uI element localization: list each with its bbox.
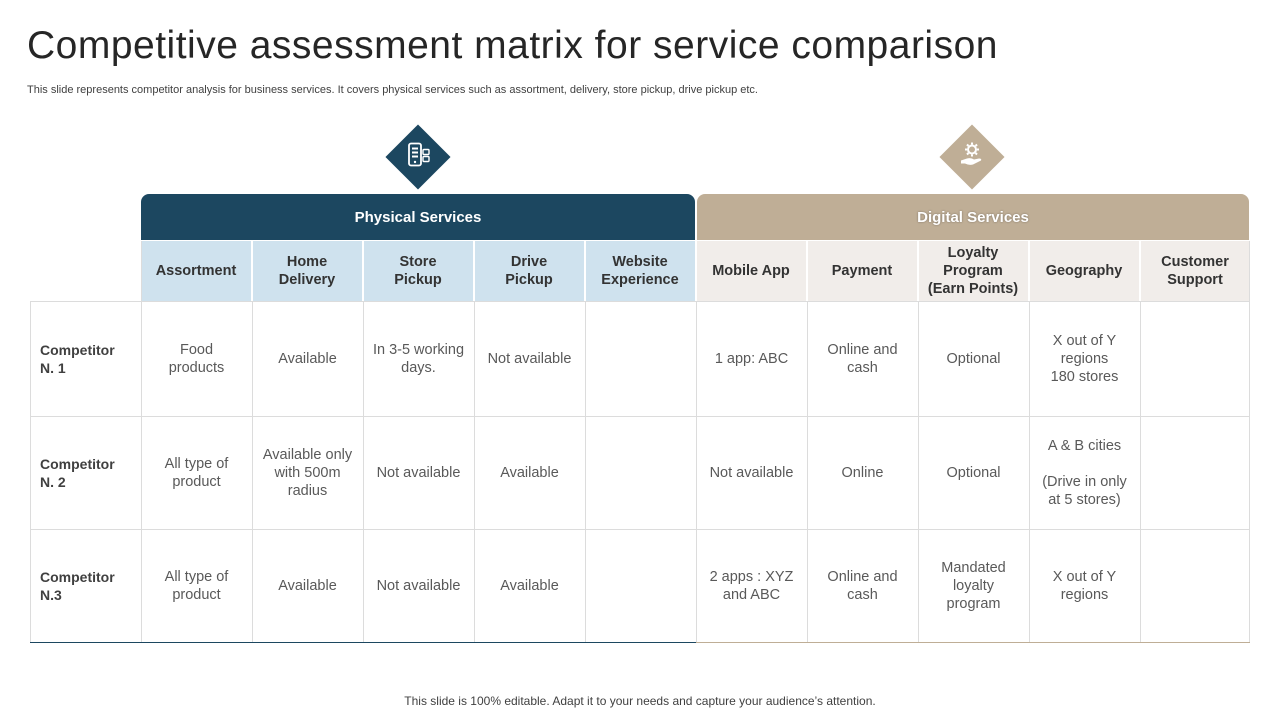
grid-line — [1140, 241, 1141, 301]
cell-c1-drive-pickup: Not available — [487, 351, 572, 367]
hand-gear-icon — [957, 140, 987, 175]
cell-c2-home-delivery: Available only with 500m radius — [262, 447, 353, 499]
column-header-drive-pickup: Drive Pickup — [474, 241, 584, 301]
column-header-customer-support: Customer Support — [1140, 241, 1250, 301]
grid-line — [363, 241, 364, 301]
cell-c2-geography: A & B cities (Drive in only at 5 stores) — [1042, 438, 1127, 508]
grid-line — [696, 241, 697, 301]
column-header-website-experience: Website Experience — [585, 241, 695, 301]
cell-c3-geography: X out of Y regions — [1052, 569, 1117, 603]
cell-c1-geography: X out of Y regions 180 stores — [1050, 333, 1119, 385]
table-bottom-line-physical — [30, 642, 696, 643]
grid-line — [474, 241, 475, 301]
footer-note: This slide is 100% editable. Adapt it to your needs and capture your audience’s attention. — [404, 694, 876, 708]
digital-services-icon-badge — [939, 124, 1004, 189]
cell-c1-payment: Online and cash — [827, 342, 898, 376]
cell-c3-payment: Online and cash — [827, 569, 898, 603]
cell-c1-assortment: Food products — [168, 342, 225, 376]
cell-c2-customer-support — [1140, 417, 1250, 529]
column-header-assortment: Assortment — [141, 241, 251, 301]
cell-c1-home-delivery: Available — [278, 351, 337, 367]
cell-c2-mobile-app: Not available — [709, 465, 794, 481]
grid-line — [585, 241, 586, 301]
digital-services-header — [697, 194, 1249, 240]
column-header-home-delivery: Home Delivery — [252, 241, 362, 301]
cell-c1-mobile-app: 1 app: ABC — [714, 351, 789, 367]
physical-services-label: Physical Services — [354, 208, 482, 226]
cell-c1-website-experience — [585, 302, 696, 416]
cell-c3-assortment: All type of product — [164, 569, 229, 603]
column-header-store-pickup: Store Pickup — [363, 241, 473, 301]
row-label-competitor-1: Competitor N. 1 — [40, 342, 115, 376]
physical-services-header — [141, 194, 695, 240]
cell-c1-loyalty-program: Optional — [946, 351, 1001, 367]
cell-c2-loyalty-program: Optional — [946, 465, 1001, 481]
cell-c2-drive-pickup: Available — [500, 465, 559, 481]
page-title: Competitive assessment matrix for service comparison — [27, 24, 998, 67]
row-label-competitor-2: Competitor N. 2 — [40, 456, 115, 490]
digital-services-label: Digital Services — [917, 208, 1029, 226]
cell-c2-website-experience — [585, 417, 696, 529]
column-header-payment: Payment — [807, 241, 917, 301]
cell-c2-assortment: All type of product — [164, 456, 229, 490]
column-header-loyalty-program: Loyalty Program (Earn Points) — [918, 241, 1028, 301]
cell-c2-store-pickup: Not available — [376, 465, 461, 481]
grid-line — [1029, 241, 1030, 301]
cell-c3-drive-pickup: Available — [500, 578, 559, 594]
grid-line — [807, 241, 808, 301]
column-header-mobile-app: Mobile App — [696, 241, 806, 301]
mobile-checklist-icon — [404, 141, 432, 174]
row-label-competitor-3: Competitor N.3 — [40, 569, 115, 603]
cell-c3-loyalty-program: Mandated loyalty program — [941, 560, 1006, 612]
cell-c3-website-experience — [585, 530, 696, 642]
cell-c1-store-pickup: In 3-5 working days. — [372, 342, 465, 376]
page-subtitle: This slide represents competitor analysis for business services. It covers physical services such as assortment, delivery, store pickup, drive pickup etc. — [27, 84, 758, 96]
physical-services-icon-badge — [385, 124, 450, 189]
cell-c2-payment: Online — [841, 465, 884, 481]
cell-c3-customer-support — [1140, 530, 1250, 642]
cell-c3-home-delivery: Available — [278, 578, 337, 594]
cell-c3-mobile-app: 2 apps : XYZ and ABC — [709, 569, 794, 603]
cell-c1-customer-support — [1140, 302, 1250, 416]
cell-c3-store-pickup: Not available — [376, 578, 461, 594]
grid-line — [918, 241, 919, 301]
table-bottom-line-digital — [696, 642, 1250, 643]
column-header-geography: Geography — [1029, 241, 1139, 301]
